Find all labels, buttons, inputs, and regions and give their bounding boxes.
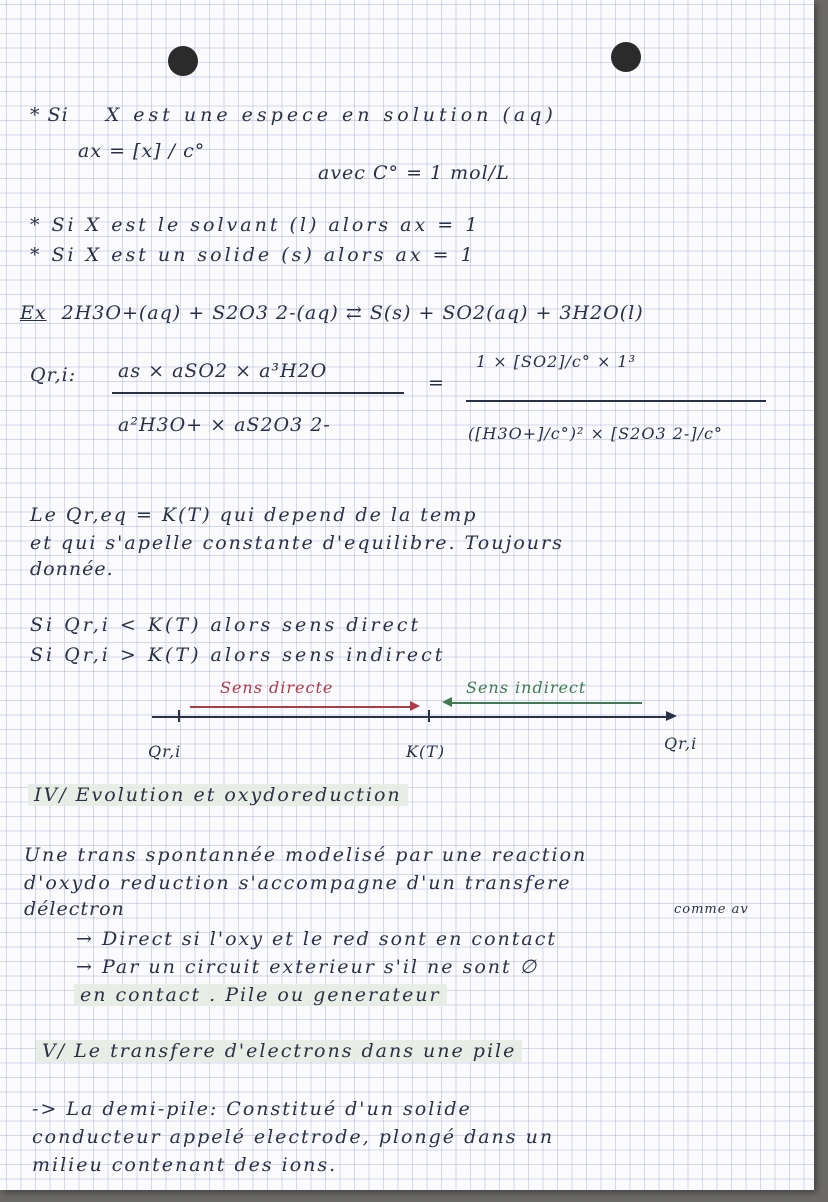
indirect-rule: Si Qr,i > K(T) alors sens indirect <box>30 644 446 666</box>
standard-concentration: avec C° = 1 mol/L <box>318 162 510 184</box>
axis-label-k: K(T) <box>406 742 446 761</box>
reaction-equation: 2H3O+(aq) + S2O3 2-(aq) ⇄ S(s) + SO2(aq) + 3H2O(l) <box>61 302 644 324</box>
indirect-arrow-head <box>442 697 452 707</box>
section-v-paragraph-3: milieu contenant des ions. <box>32 1154 338 1176</box>
bullet-external-circuit: → Par un circuit exterieur s'il ne sont ∅ <box>76 956 539 978</box>
axis-label-qri-left: Qr,i <box>148 742 182 761</box>
solid-rule: * Si X est un solide (s) alors ax = 1 <box>30 244 476 266</box>
rhs-fraction-bar <box>466 400 766 402</box>
axis-arrow-head <box>666 711 677 721</box>
section-iv-paragraph-3: délectron <box>24 898 125 920</box>
si-word: Si <box>47 104 69 126</box>
activity-formula: ax = [x] / c° <box>78 140 206 162</box>
qri-numerator: as × aSO2 × a³H2O <box>118 360 328 382</box>
axis-tick-k <box>428 710 430 722</box>
section-iv-paragraph-1: Une trans spontannée modelisé par une reaction <box>24 844 588 866</box>
equals-sign: = <box>428 372 445 394</box>
indirect-arrow-line <box>452 702 642 704</box>
qri-denominator: a²H3O+ × aS2O3 2- <box>118 414 331 436</box>
example-line <box>20 302 644 324</box>
activity-line-1 <box>30 104 557 126</box>
activity-definition: X est une espece en solution (aq) <box>105 104 557 126</box>
direct-arrow-line <box>190 706 412 708</box>
qri-label: Qr,i: <box>30 364 77 386</box>
section-v-title: V/ Le transfere d'electrons dans une pile <box>36 1040 522 1062</box>
section-v-paragraph-2: conducteur appelé electrode, plongé dans un <box>32 1126 555 1148</box>
qri-fraction-bar <box>112 392 404 394</box>
section-iv-title: IV/ Evolution et oxydoreduction <box>28 784 408 806</box>
solvent-rule: * Si X est le solvant (l) alors ax = 1 <box>30 214 481 236</box>
direct-arrow-head <box>410 701 420 711</box>
axis-label-qri-right: Qr,i <box>664 734 698 753</box>
example-label: Ex <box>20 302 47 324</box>
sens-directe-label: Sens directe <box>220 678 334 697</box>
rhs-numerator: 1 × [SO2]/c° × 1³ <box>476 352 637 371</box>
rhs-denominator: ([H3O+]/c°)² × [S2O3 2-]/c° <box>468 424 723 443</box>
direct-rule: Si Qr,i < K(T) alors sens direct <box>30 614 422 636</box>
bullet-pile-generator: en contact . Pile ou generateur <box>74 984 447 1006</box>
equilibrium-line-2: et qui s'apelle constante d'equilibre. Toujours <box>30 532 564 554</box>
binder-hole-left <box>168 46 198 76</box>
section-v-paragraph-1: -> La demi-pile: Constitué d'un solide <box>32 1098 472 1120</box>
binder-hole-right <box>611 42 641 72</box>
qri-axis-line <box>152 716 668 718</box>
axis-tick-start <box>178 710 180 722</box>
equilibrium-line-3: donnée. <box>30 558 114 580</box>
margin-note: comme av <box>674 902 749 917</box>
equilibrium-line-1: Le Qr,eq = K(T) qui depend de la temp <box>30 504 478 526</box>
section-iv-paragraph-2: d'oxydo reduction s'accompagne d'un transfere <box>24 872 572 894</box>
bullet-direct-contact: → Direct si l'oxy et le red sont en contact <box>76 928 557 950</box>
star-marker: * <box>30 104 41 126</box>
sens-indirect-label: Sens indirect <box>466 678 587 697</box>
